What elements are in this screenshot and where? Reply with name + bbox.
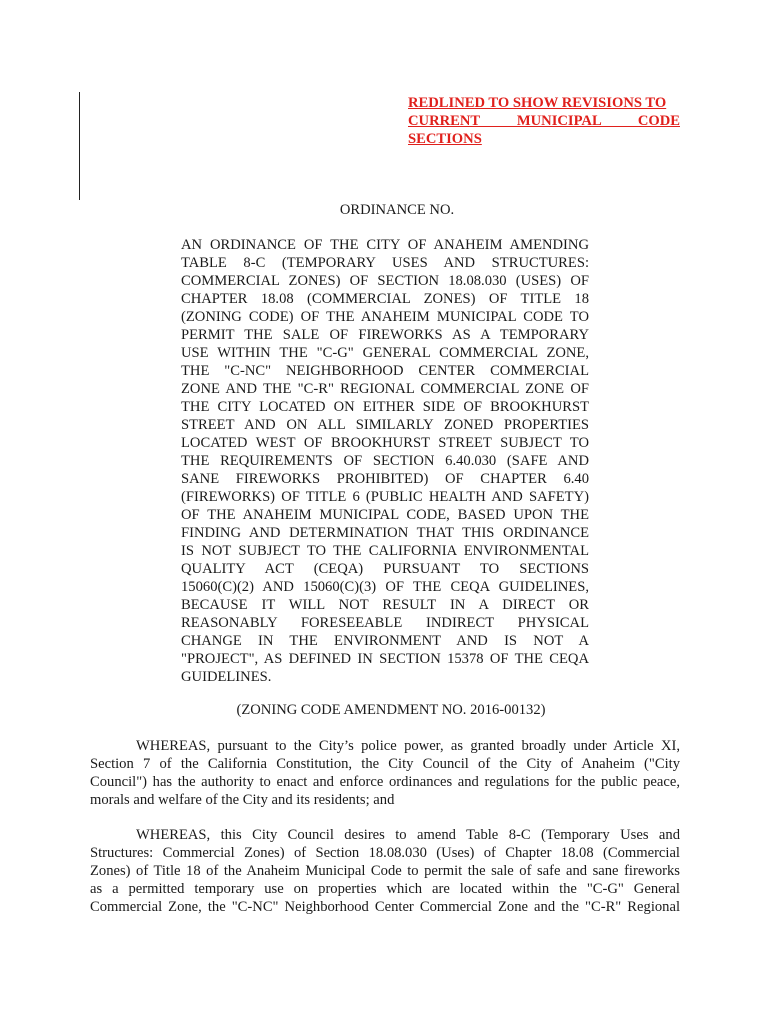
title-line: "PROJECT", AS DEFINED IN SECTION 15378 OF THE CEQA [181, 651, 589, 667]
paragraph-line: morals and welfare of the City and its residents; and [90, 792, 395, 808]
paragraph-line: Section 7 of the California Constitution, the City Council of the City of Anaheim ("City [90, 756, 680, 772]
title-line: 15060(C)(2) AND 15060(C)(3) OF THE CEQA GUIDELINES, [181, 579, 589, 595]
title-line: LOCATED WEST OF BROOKHURST STREET SUBJECT TO [181, 435, 589, 451]
title-line: THE REQUIREMENTS OF SECTION 6.40.030 (SAFE AND [181, 453, 589, 469]
title-line: TABLE 8-C (TEMPORARY USES AND STRUCTURES: [181, 255, 589, 271]
title-line: PERMIT THE SALE OF FIREWORKS AS A TEMPORARY [181, 327, 589, 343]
redline-note-line: CURRENT MUNICIPAL CODE [408, 113, 680, 129]
title-line: COMMERCIAL ZONES) OF SECTION 18.08.030 (USES) OF [181, 273, 589, 289]
paragraph-line: Commercial Zone, the "C-NC" Neighborhood Center Commercial Zone and the "C-R" Regional [90, 899, 680, 915]
redline-note [408, 94, 680, 148]
title-line: REASONABLY FORESEEABLE INDIRECT PHYSICAL [181, 615, 589, 631]
title-line: OF THE ANAHEIM MUNICIPAL CODE, BASED UPON THE [181, 507, 589, 523]
title-line: ZONE AND THE "C-R" REGIONAL COMMERCIAL ZONE OF [181, 381, 589, 397]
title-line: (ZONING CODE) OF THE ANAHEIM MUNICIPAL CODE TO [181, 309, 589, 325]
title-line: STREET AND ON ALL SIMILARLY ZONED PROPERTIES [181, 417, 589, 433]
title-line: CHANGE IN THE ENVIRONMENT AND IS NOT A [181, 633, 589, 649]
whereas-paragraph [90, 826, 680, 916]
title-line: BECAUSE IT WILL NOT RESULT IN A DIRECT OR [181, 597, 589, 613]
title-line: IS NOT SUBJECT TO THE CALIFORNIA ENVIRONMENTAL [181, 543, 589, 559]
title-line: (FIREWORKS) OF TITLE 6 (PUBLIC HEALTH AND SAFETY) [181, 489, 589, 505]
title-line: AN ORDINANCE OF THE CITY OF ANAHEIM AMENDING [181, 237, 589, 253]
title-line: SANE FIREWORKS PROHIBITED) OF CHAPTER 6.40 [181, 471, 589, 487]
paragraph-line: Structures: Commercial Zones) of Section 18.08.030 (Uses) of Chapter 18.08 (Commercial [90, 845, 680, 861]
revision-bar [79, 92, 80, 200]
paragraph-line: WHEREAS, pursuant to the City’s police power, as granted broadly under Article XI, [136, 738, 680, 754]
title-line: FINDING AND DETERMINATION THAT THIS ORDINANCE [181, 525, 589, 541]
amendment-number: (ZONING CODE AMENDMENT NO. 2016-00132) [236, 702, 546, 718]
ordinance-number-heading: ORDINANCE NO. [339, 202, 455, 218]
paragraph-line: as a permitted temporary use on properties which are located within the "C-G" General [90, 881, 680, 897]
redline-note-line: REDLINED TO SHOW REVISIONS TO [408, 95, 667, 111]
ordinance-title [181, 236, 589, 686]
title-line: THE "C-NC" NEIGHBORHOOD CENTER COMMERCIAL [181, 363, 589, 379]
paragraph-line: Zones) of Title 18 of the Anaheim Municipal Code to permit the sale of safe and sane fireworks [90, 863, 680, 879]
title-line: USE WITHIN THE "C-G" GENERAL COMMERCIAL ZONE, [181, 345, 589, 361]
title-line: CHAPTER 18.08 (COMMERCIAL ZONES) OF TITLE 18 [181, 291, 589, 307]
paragraph-line: WHEREAS, this City Council desires to amend Table 8-C (Temporary Uses and [136, 827, 680, 843]
title-line: THE CITY LOCATED ON EITHER SIDE OF BROOKHURST [181, 399, 589, 415]
paragraph-line: Council") has the authority to enact and enforce ordinances and regulations for the public peace, [90, 774, 680, 790]
title-line: QUALITY ACT (CEQA) PURSUANT TO SECTIONS [181, 561, 589, 577]
whereas-paragraph [90, 737, 680, 809]
title-line: GUIDELINES. [181, 669, 272, 685]
redline-note-line: SECTIONS [408, 131, 482, 147]
